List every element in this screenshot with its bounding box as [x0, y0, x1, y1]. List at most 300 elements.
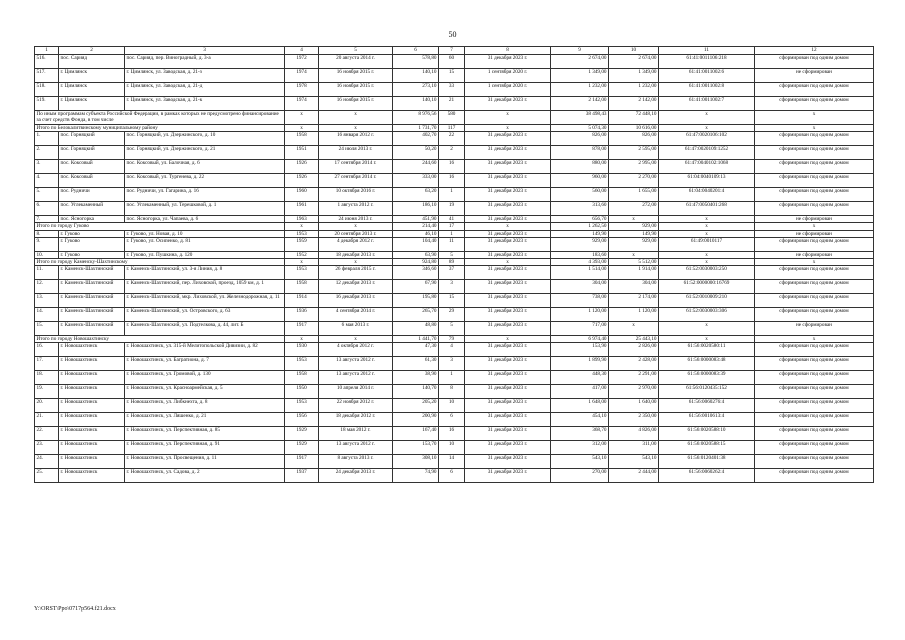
- table-cell: г. Новошахтинск, ул. 315-й Мелитопольской Дивизии, д. 82: [125, 343, 285, 357]
- table-cell: 31 декабря 2023 г.: [465, 251, 551, 258]
- table-cell: сформирован под одним домом: [755, 83, 874, 97]
- table-cell: 31 декабря 2023 г.: [465, 308, 551, 322]
- table-cell: 2 674,00: [551, 55, 609, 69]
- table-body: [35, 47, 874, 483]
- table-cell: 1 120,00: [609, 308, 659, 322]
- table-cell: 1 914,00: [609, 266, 659, 280]
- table-cell: 1.: [35, 132, 59, 146]
- table-cell: 738,00: [551, 294, 609, 308]
- table-cell: пос. Ясногорка: [59, 216, 125, 223]
- table-cell: 417,00: [551, 385, 609, 399]
- subtotal-cell: 580: [439, 111, 465, 125]
- table-cell: 31 декабря 2023 г.: [465, 55, 551, 69]
- table-cell: 61:56:0010613:4: [659, 413, 755, 427]
- table-cell: 33: [439, 83, 465, 97]
- subtotal-cell: x: [465, 223, 551, 230]
- table-cell: 18 декабря 2012 г.: [319, 413, 393, 427]
- subtotal-cell: 79: [439, 336, 465, 343]
- table-cell: сформирован под одним домом: [755, 308, 874, 322]
- table-cell: 1974: [285, 69, 319, 83]
- table-cell: г. Цимлянск: [59, 69, 125, 83]
- table-cell: 61:41:0011002:8: [659, 83, 755, 97]
- table-cell: 25.: [35, 469, 59, 483]
- table-cell: сформирован под одним домом: [755, 132, 874, 146]
- table-row: [35, 266, 874, 280]
- table-cell: 22.: [35, 427, 59, 441]
- table-cell: 13 августа 2012 г.: [319, 357, 393, 371]
- subtotal-cell: 4 393,00: [551, 259, 609, 266]
- table-cell: 61:47:0050401:268: [659, 202, 755, 216]
- subtotal-cell: x: [465, 259, 551, 266]
- subtotal-cell: x: [659, 223, 755, 230]
- table-cell: 13.: [35, 294, 59, 308]
- table-cell: 50,20: [393, 146, 439, 160]
- table-cell: 1978: [285, 83, 319, 97]
- table-cell: 140,10: [393, 69, 439, 83]
- header-row: [35, 47, 874, 55]
- table-cell: 24 декабря 2013 г.: [319, 469, 393, 483]
- subtotal-cell: 72 448,10: [609, 111, 659, 125]
- table-cell: г. Каменск-Шахтинский, ул. Подтелкова, д. 44, лит. Б: [125, 322, 285, 336]
- table-cell: 31 декабря 2023 г.: [465, 469, 551, 483]
- table-row: [35, 251, 874, 258]
- table-cell: 63,20: [393, 188, 439, 202]
- table-cell: 205,20: [393, 399, 439, 413]
- table-cell: г. Новошахтинск: [59, 357, 125, 371]
- table-cell: не сформирован: [755, 251, 874, 258]
- table-cell: 2 674,00: [609, 55, 659, 69]
- table-cell: сформирован под одним домом: [755, 455, 874, 469]
- table-cell: 4.: [35, 174, 59, 188]
- subtotal-row: [35, 336, 874, 343]
- table-cell: 31 декабря 2023 г.: [465, 230, 551, 237]
- table-cell: 1926: [285, 174, 319, 188]
- table-cell: 519.: [35, 97, 59, 111]
- table-cell: 61:41:0011002:6: [659, 69, 755, 83]
- table-cell: г. Новошахтинск, ул. Громовой, д. 130: [125, 371, 285, 385]
- subtotal-cell: 929,00: [609, 223, 659, 230]
- table-cell: 1 349,00: [551, 69, 609, 83]
- table-cell: 451,90: [393, 216, 439, 223]
- table-cell: г. Каменск-Шахтинский, пер. Лиховской, проезд, 1059 км, д. 1: [125, 280, 285, 294]
- table-cell: 304,00: [609, 280, 659, 294]
- table-cell: 3: [439, 280, 465, 294]
- table-cell: г. Новошахтинск: [59, 413, 125, 427]
- table-cell: 11: [439, 237, 465, 251]
- table-cell: 6.: [35, 202, 59, 216]
- table-cell: 10 октября 2016 г.: [319, 188, 393, 202]
- table-cell: 14.: [35, 308, 59, 322]
- table-cell: 47,30: [393, 343, 439, 357]
- table-cell: г. Каменск-Шахтинский: [59, 322, 125, 336]
- table-row: [35, 399, 874, 413]
- table-cell: 1917: [285, 455, 319, 469]
- subtotal-cell: 17: [439, 223, 465, 230]
- table-cell: 1930: [285, 343, 319, 357]
- table-cell: 1 120,00: [551, 308, 609, 322]
- subtotal-cell: x: [755, 259, 874, 266]
- table-row: [35, 385, 874, 399]
- table-cell: 1953: [285, 266, 319, 280]
- table-cell: 1926: [285, 160, 319, 174]
- table-cell: сформирован под одним домом: [755, 146, 874, 160]
- table-cell: сформирован под одним домом: [755, 174, 874, 188]
- table-cell: 20 сентября 2013 г.: [319, 230, 393, 237]
- subtotal-cell: x: [285, 223, 319, 230]
- table-cell: 195,80: [393, 294, 439, 308]
- table-cell: 31 декабря 2023 г.: [465, 385, 551, 399]
- table-cell: 31 декабря 2023 г.: [465, 202, 551, 216]
- table-row: [35, 469, 874, 483]
- subtotal-cell: x: [319, 336, 393, 343]
- table-cell: г. Новошахтинск: [59, 469, 125, 483]
- table-cell: 929,00: [609, 237, 659, 251]
- table-row: [35, 371, 874, 385]
- table-cell: г. Новошахтинск, ул. Красноармейская, д. 5: [125, 385, 285, 399]
- table-cell: 37: [439, 266, 465, 280]
- table-cell: 31 декабря 2023 г.: [465, 216, 551, 223]
- table-cell: сформирован под одним домом: [755, 294, 874, 308]
- table-cell: 1936: [285, 308, 319, 322]
- table-cell: 24 июля 2013 г.: [319, 146, 393, 160]
- table-cell: сформирован под одним домом: [755, 202, 874, 216]
- table-cell: 656,70: [551, 216, 609, 223]
- subtotal-cell: 214,40: [393, 223, 439, 230]
- table-cell: 1956: [285, 413, 319, 427]
- table-cell: 41: [439, 216, 465, 223]
- table-cell: x: [659, 251, 755, 258]
- column-number: 10: [609, 47, 659, 55]
- table-cell: сформирован под одним домом: [755, 97, 874, 111]
- table-cell: 24.: [35, 455, 59, 469]
- subtotal-cell: 924,80: [393, 259, 439, 266]
- table-cell: 31 декабря 2023 г.: [465, 294, 551, 308]
- table-cell: г. Гуково, ул. Новая, д. 10: [125, 230, 285, 237]
- table-cell: не сформирован: [755, 216, 874, 223]
- table-cell: 1929: [285, 427, 319, 441]
- table-cell: 560,00: [551, 188, 609, 202]
- table-cell: 16 ноября 2015 г.: [319, 83, 393, 97]
- subtotal-cell: x: [319, 111, 393, 125]
- table-cell: 312,00: [551, 441, 609, 455]
- table-cell: 186,10: [393, 202, 439, 216]
- table-row: [35, 174, 874, 188]
- table-cell: г. Каменск-Шахтинский, ул. Островского, д. 63: [125, 308, 285, 322]
- table-row: [35, 322, 874, 336]
- table-cell: г. Гуково, ул. Пушкина, д. 120: [125, 251, 285, 258]
- table-cell: 1952: [285, 251, 319, 258]
- subtotal-label: Итого по городу Гуково: [35, 223, 285, 230]
- subtotal-cell: x: [319, 259, 393, 266]
- table-row: [35, 455, 874, 469]
- subtotal-cell: 25 443,10: [609, 336, 659, 343]
- table-cell: 31 декабря 2023 г.: [465, 455, 551, 469]
- table-cell: сформирован под одним домом: [755, 280, 874, 294]
- table-cell: 16 ноября 2015 г.: [319, 97, 393, 111]
- table-cell: сформирован под одним домом: [755, 357, 874, 371]
- table-cell: 2 428,00: [609, 357, 659, 371]
- table-cell: г. Гуково: [59, 237, 125, 251]
- table-cell: 31 декабря 2023 г.: [465, 132, 551, 146]
- table-cell: 61:56:0120401:38: [659, 455, 755, 469]
- table-cell: x: [659, 230, 755, 237]
- table-cell: 1 августа 2012 г.: [319, 202, 393, 216]
- table-row: [35, 216, 874, 223]
- table-cell: 15: [439, 294, 465, 308]
- table-cell: 1914: [285, 294, 319, 308]
- table-cell: 63,90: [393, 251, 439, 258]
- table-row: [35, 237, 874, 251]
- column-number: 6: [393, 47, 439, 55]
- table-cell: 21: [439, 97, 465, 111]
- table-cell: 272,00: [609, 202, 659, 216]
- table-cell: 16 ноября 2015 г.: [319, 69, 393, 83]
- subtotal-row: [35, 125, 874, 132]
- table-row: [35, 357, 874, 371]
- table-cell: 1: [439, 371, 465, 385]
- table-cell: 31 декабря 2023 г.: [465, 280, 551, 294]
- subtotal-label: Итого по Белокалитвинскому муниципальному району: [35, 125, 285, 132]
- table-cell: г. Цимлянск: [59, 97, 125, 111]
- table-cell: 11.: [35, 266, 59, 280]
- table-cell: сформирован под одним домом: [755, 266, 874, 280]
- table-cell: 333,00: [393, 174, 439, 188]
- table-cell: 15.: [35, 322, 59, 336]
- table-cell: 61:04:0040201:4: [659, 188, 755, 202]
- table-cell: 31 декабря 2023 г.: [465, 357, 551, 371]
- table-cell: 1953: [285, 230, 319, 237]
- table-cell: пос. Рудничи, ул. Гагарина, д. 16: [125, 188, 285, 202]
- subtotal-cell: 1 262,50: [551, 223, 609, 230]
- table-cell: пос. Сарияд: [59, 55, 125, 69]
- table-cell: 31 декабря 2023 г.: [465, 413, 551, 427]
- table-cell: не сформирован: [755, 322, 874, 336]
- table-cell: сформирован под одним домом: [755, 160, 874, 174]
- table-cell: 26 февраля 2015 г.: [319, 266, 393, 280]
- table-cell: г. Новошахтинск: [59, 455, 125, 469]
- table-cell: 1929: [285, 441, 319, 455]
- subtotal-cell: x: [319, 125, 393, 132]
- table-cell: 104,40: [393, 237, 439, 251]
- table-cell: 1917: [285, 322, 319, 336]
- table-cell: 7.: [35, 216, 59, 223]
- subtotal-cell: x: [285, 125, 319, 132]
- table-cell: 2 970,00: [609, 385, 659, 399]
- subtotal-cell: x: [755, 336, 874, 343]
- subtotal-cell: 6 974,40: [551, 336, 609, 343]
- table-cell: 1: [439, 188, 465, 202]
- subtotal-cell: 38 498,43: [551, 111, 609, 125]
- table-cell: пос. Ясногорка, ул. Чапаева, д. 6: [125, 216, 285, 223]
- table-row: [35, 308, 874, 322]
- table-cell: 61:56:0020588:10: [659, 427, 755, 441]
- table-cell: 38,90: [393, 371, 439, 385]
- table-cell: 273,10: [393, 83, 439, 97]
- subtotal-label: По иным программам субъекта Российской Федерации, в рамках которых не предусмотрено финансирование за счет средств Фонда, в том числе: [35, 111, 285, 125]
- table-cell: 244,60: [393, 160, 439, 174]
- table-cell: 31 декабря 2023 г.: [465, 174, 551, 188]
- table-cell: 402,70: [393, 132, 439, 146]
- table-cell: 6: [439, 469, 465, 483]
- table-cell: 1 640,00: [609, 399, 659, 413]
- table-cell: 31 декабря 2023 г.: [465, 322, 551, 336]
- table-cell: г. Новошахтинск, ул. Перспективная, д. 85: [125, 427, 285, 441]
- table-cell: 1 514,00: [551, 266, 609, 280]
- table-cell: 1 232,00: [551, 83, 609, 97]
- subtotal-cell: 5 074,30: [551, 125, 609, 132]
- table-cell: 24 июня 2013 г.: [319, 216, 393, 223]
- table-cell: 46,10: [393, 230, 439, 237]
- table-cell: 48,80: [393, 322, 439, 336]
- column-number: 11: [659, 47, 755, 55]
- table-cell: 1 349,00: [609, 69, 659, 83]
- table-cell: 1963: [285, 216, 319, 223]
- table-cell: 16: [439, 427, 465, 441]
- table-cell: 17.: [35, 357, 59, 371]
- table-cell: 31 декабря 2023 г.: [465, 371, 551, 385]
- table-row: [35, 83, 874, 97]
- table-row: [35, 343, 874, 357]
- table-cell: 16: [439, 174, 465, 188]
- table-cell: 8 августа 2013 г.: [319, 455, 393, 469]
- table-row: [35, 280, 874, 294]
- table-cell: 17 сентября 2014 г.: [319, 160, 393, 174]
- table-cell: 13 августа 2012 г.: [319, 441, 393, 455]
- subtotal-cell: x: [465, 336, 551, 343]
- table-cell: г. Каменск-Шахтинский, ул. 3-я Линия, д. 8: [125, 266, 285, 280]
- table-cell: 308,10: [393, 455, 439, 469]
- table-cell: 61:41:0011002:7: [659, 97, 755, 111]
- table-cell: 61:41:0011106:218: [659, 55, 755, 69]
- table-cell: г. Гуково: [59, 230, 125, 237]
- subtotal-row: [35, 259, 874, 266]
- subtotal-cell: x: [285, 111, 319, 125]
- table-cell: г. Цимлянск: [59, 83, 125, 97]
- table-cell: 717,00: [551, 322, 609, 336]
- table-cell: пос. Коксовый: [59, 160, 125, 174]
- subtotal-cell: 117: [439, 125, 465, 132]
- table-cell: 149,90: [609, 230, 659, 237]
- table-cell: пос. Углекаменный, ул. Терешковой, д. 1: [125, 202, 285, 216]
- table-row: [35, 55, 874, 69]
- table-cell: г. Каменск-Шахтинский: [59, 266, 125, 280]
- table-cell: 10: [439, 399, 465, 413]
- subtotal-cell: 89: [439, 259, 465, 266]
- table-cell: 61:52:0010009:210: [659, 294, 755, 308]
- table-cell: 346,60: [393, 266, 439, 280]
- table-cell: 1 648,00: [551, 399, 609, 413]
- table-cell: 265,70: [393, 308, 439, 322]
- table-cell: г. Новошахтинск: [59, 385, 125, 399]
- table-cell: г. Каменск-Шахтинский: [59, 280, 125, 294]
- table-cell: 31 декабря 2023 г.: [465, 160, 551, 174]
- table-cell: 22: [439, 132, 465, 146]
- table-cell: 61:56:0000083:48: [659, 357, 755, 371]
- table-cell: 6 мая 2013 г.: [319, 322, 393, 336]
- table-cell: 2 995,00: [609, 160, 659, 174]
- table-cell: 16 января 2012 г.: [319, 132, 393, 146]
- table-cell: г. Новошахтинск: [59, 441, 125, 455]
- table-cell: 4 декабря 2012 г.: [319, 237, 393, 251]
- table-cell: 74,90: [393, 469, 439, 483]
- table-cell: 61:56:0120435:152: [659, 385, 755, 399]
- table-cell: 60: [439, 55, 465, 69]
- table-row: [35, 427, 874, 441]
- table-cell: сформирован под одним домом: [755, 413, 874, 427]
- table-cell: 10: [439, 441, 465, 455]
- table-cell: x: [609, 322, 659, 336]
- table-cell: 18 мая 2012 г.: [319, 427, 393, 441]
- table-cell: пос. Горняцкий, ул. Дзержинского, д. 21: [125, 146, 285, 160]
- table-cell: 61,30: [393, 357, 439, 371]
- table-cell: 1958: [285, 280, 319, 294]
- table-cell: г. Гуково, ул. Осипенко, д. 81: [125, 237, 285, 251]
- column-number: 7: [439, 47, 465, 55]
- subtotal-row: [35, 111, 874, 125]
- table-cell: 31 декабря 2023 г.: [465, 146, 551, 160]
- table-cell: 9.: [35, 237, 59, 251]
- table-cell: г. Цимлянск, ул. Заводская, д. 21-к: [125, 97, 285, 111]
- table-cell: 19: [439, 202, 465, 216]
- table-cell: пос. Углекаменный: [59, 202, 125, 216]
- table-cell: 1951: [285, 146, 319, 160]
- table-cell: пос. Горняцкий, ул. Дзержинского, д. 10: [125, 132, 285, 146]
- table-cell: 61:52:0000000:16769: [659, 280, 755, 294]
- table-cell: 826,00: [609, 132, 659, 146]
- table-cell: 2 291,00: [609, 371, 659, 385]
- table-cell: 8: [439, 385, 465, 399]
- table-cell: 31 декабря 2023 г.: [465, 97, 551, 111]
- page-number: 50: [448, 30, 457, 39]
- table-cell: сформирован под одним домом: [755, 385, 874, 399]
- table-cell: 1974: [285, 97, 319, 111]
- subtotal-label: Итого по городу Каменску-Шахтинскому: [35, 259, 285, 266]
- subtotal-cell: 8 976,56: [393, 111, 439, 125]
- table-cell: 518.: [35, 83, 59, 97]
- table-cell: 1937: [285, 469, 319, 483]
- table-cell: 2 142,00: [551, 97, 609, 111]
- table-cell: 31 декабря 2023 г.: [465, 343, 551, 357]
- table-cell: 153,70: [393, 441, 439, 455]
- table-row: [35, 413, 874, 427]
- table-cell: 578,80: [393, 55, 439, 69]
- table-cell: г. Каменск-Шахтинский: [59, 294, 125, 308]
- table-cell: г. Новошахтинск: [59, 427, 125, 441]
- table-cell: 2 350,00: [609, 413, 659, 427]
- subtotal-cell: x: [285, 259, 319, 266]
- table-cell: г. Новошахтинск, ул. Багратиона, д. 7: [125, 357, 285, 371]
- table-cell: г. Новошахтинск: [59, 399, 125, 413]
- table-cell: 16: [439, 160, 465, 174]
- column-number: 12: [755, 47, 874, 55]
- table-cell: 61:56:0060262:4: [659, 469, 755, 483]
- table-cell: 4 октября 2012 г.: [319, 343, 393, 357]
- table-cell: г. Новошахтинск, ул. Перспективная, д. 91: [125, 441, 285, 455]
- file-path: Y:\ORST\Ppo\0717p564.f21.docx: [34, 606, 116, 612]
- table-row: [35, 69, 874, 83]
- table-cell: сформирован под одним домом: [755, 441, 874, 455]
- table-cell: 19.: [35, 385, 59, 399]
- table-cell: 516.: [35, 55, 59, 69]
- table-cell: 61:52:0030003:306: [659, 308, 755, 322]
- table-cell: сформирован под одним домом: [755, 469, 874, 483]
- subtotal-cell: x: [659, 336, 755, 343]
- subtotal-cell: x: [465, 111, 551, 125]
- table-cell: 313,60: [551, 202, 609, 216]
- table-cell: 1 232,00: [609, 83, 659, 97]
- table-cell: г. Цимлянск, ул. Заводская, д. 21-з: [125, 69, 285, 83]
- table-cell: 1961: [285, 202, 319, 216]
